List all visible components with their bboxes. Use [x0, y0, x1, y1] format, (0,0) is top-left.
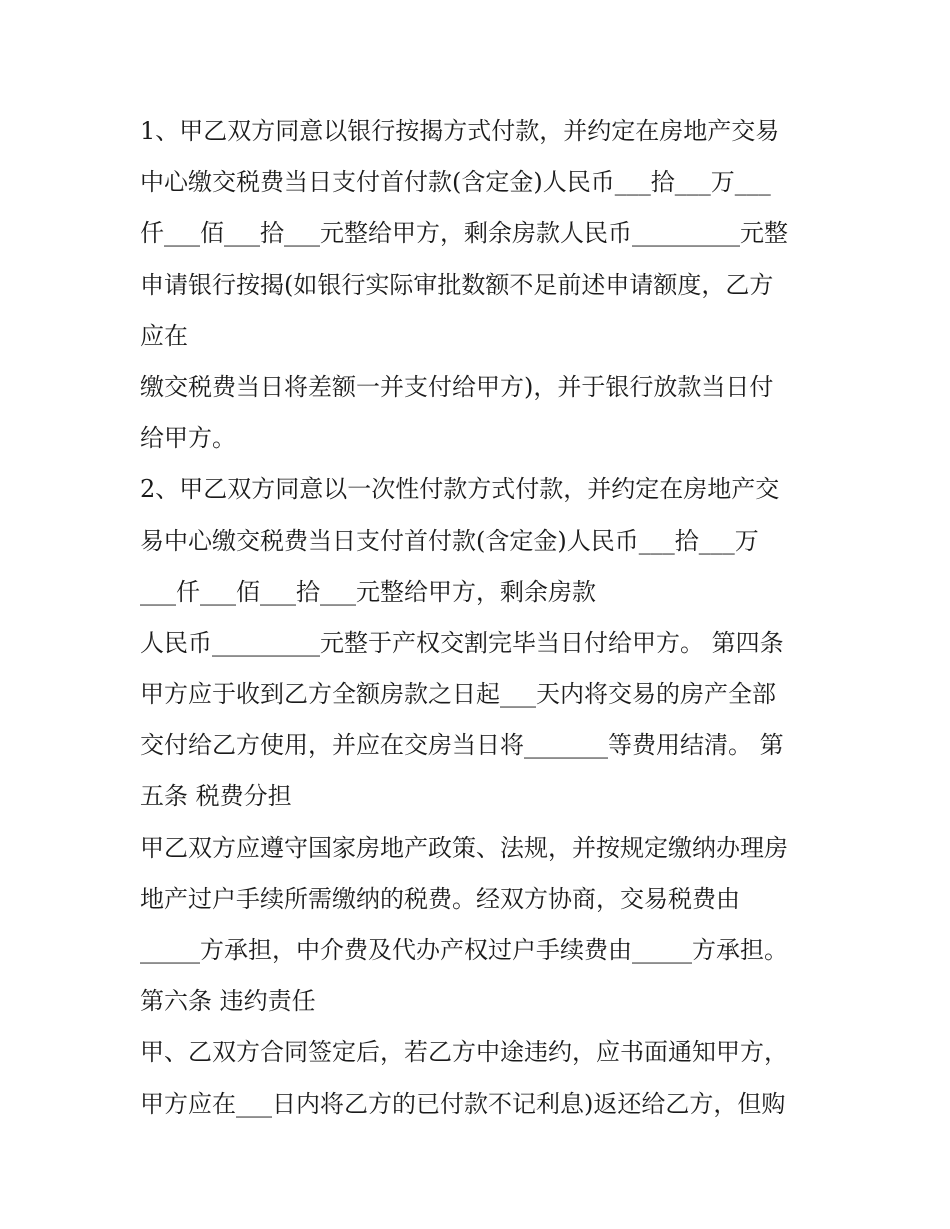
text-line: 交付给乙方使用，并应在交房当日将_______等费用结清。 第 [140, 731, 784, 760]
text-line: 第六条 违约责任 [140, 987, 316, 1016]
text-line: 易中心缴交税费当日支付首付款(含定金)人民币___拾___万 [140, 526, 759, 555]
text-line: 地产过户手续所需缴纳的税费。经双方协商，交易税费由 [140, 884, 740, 913]
text-line: 五条 税费分担 [140, 782, 292, 811]
text-line: 2、甲乙双方同意以一次性付款方式付款，并约定在房地产交 [140, 475, 780, 504]
text-line: 甲方应于收到乙方全额房款之日起___天内将交易的房产全部 [140, 680, 776, 709]
text-line: 1、甲乙双方同意以银行按揭方式付款，并约定在房地产交易 [140, 117, 780, 145]
text-line: 缴交税费当日将差额一并支付给甲方)，并于银行放款当日付 [140, 372, 774, 401]
text-line: 甲、乙双方合同签定后，若乙方中途违约，应书面通知甲方， [140, 1038, 788, 1067]
text-line: _____方承担，中介费及代办产权过户手续费由_____方承担。 [140, 936, 788, 964]
text-line: ___仟___佰___拾___元整给甲方，剩余房款 [140, 577, 596, 606]
text-line: 应在 [140, 321, 188, 350]
text-line: 甲乙双方应遵守国家房地产政策、法规，并按规定缴纳办理房 [140, 833, 788, 862]
text-line: 仟___佰___拾___元整给甲方，剩余房款人民币_________元整 [140, 219, 788, 248]
text-line: 申请银行按揭(如银行实际审批数额不足前述申请额度，乙方 [140, 270, 774, 299]
text-line: 甲方应在___日内将乙方的已付款不记利息)返还给乙方，但购 [140, 1089, 786, 1118]
text-line: 中心缴交税费当日支付首付款(含定金)人民币___拾___万___ [140, 168, 771, 197]
document-body [140, 106, 840, 1130]
text-line: 人民币_________元整于产权交割完毕当日付给甲方。 第四条 [140, 628, 784, 657]
text-line: 给甲方。 [140, 424, 236, 453]
